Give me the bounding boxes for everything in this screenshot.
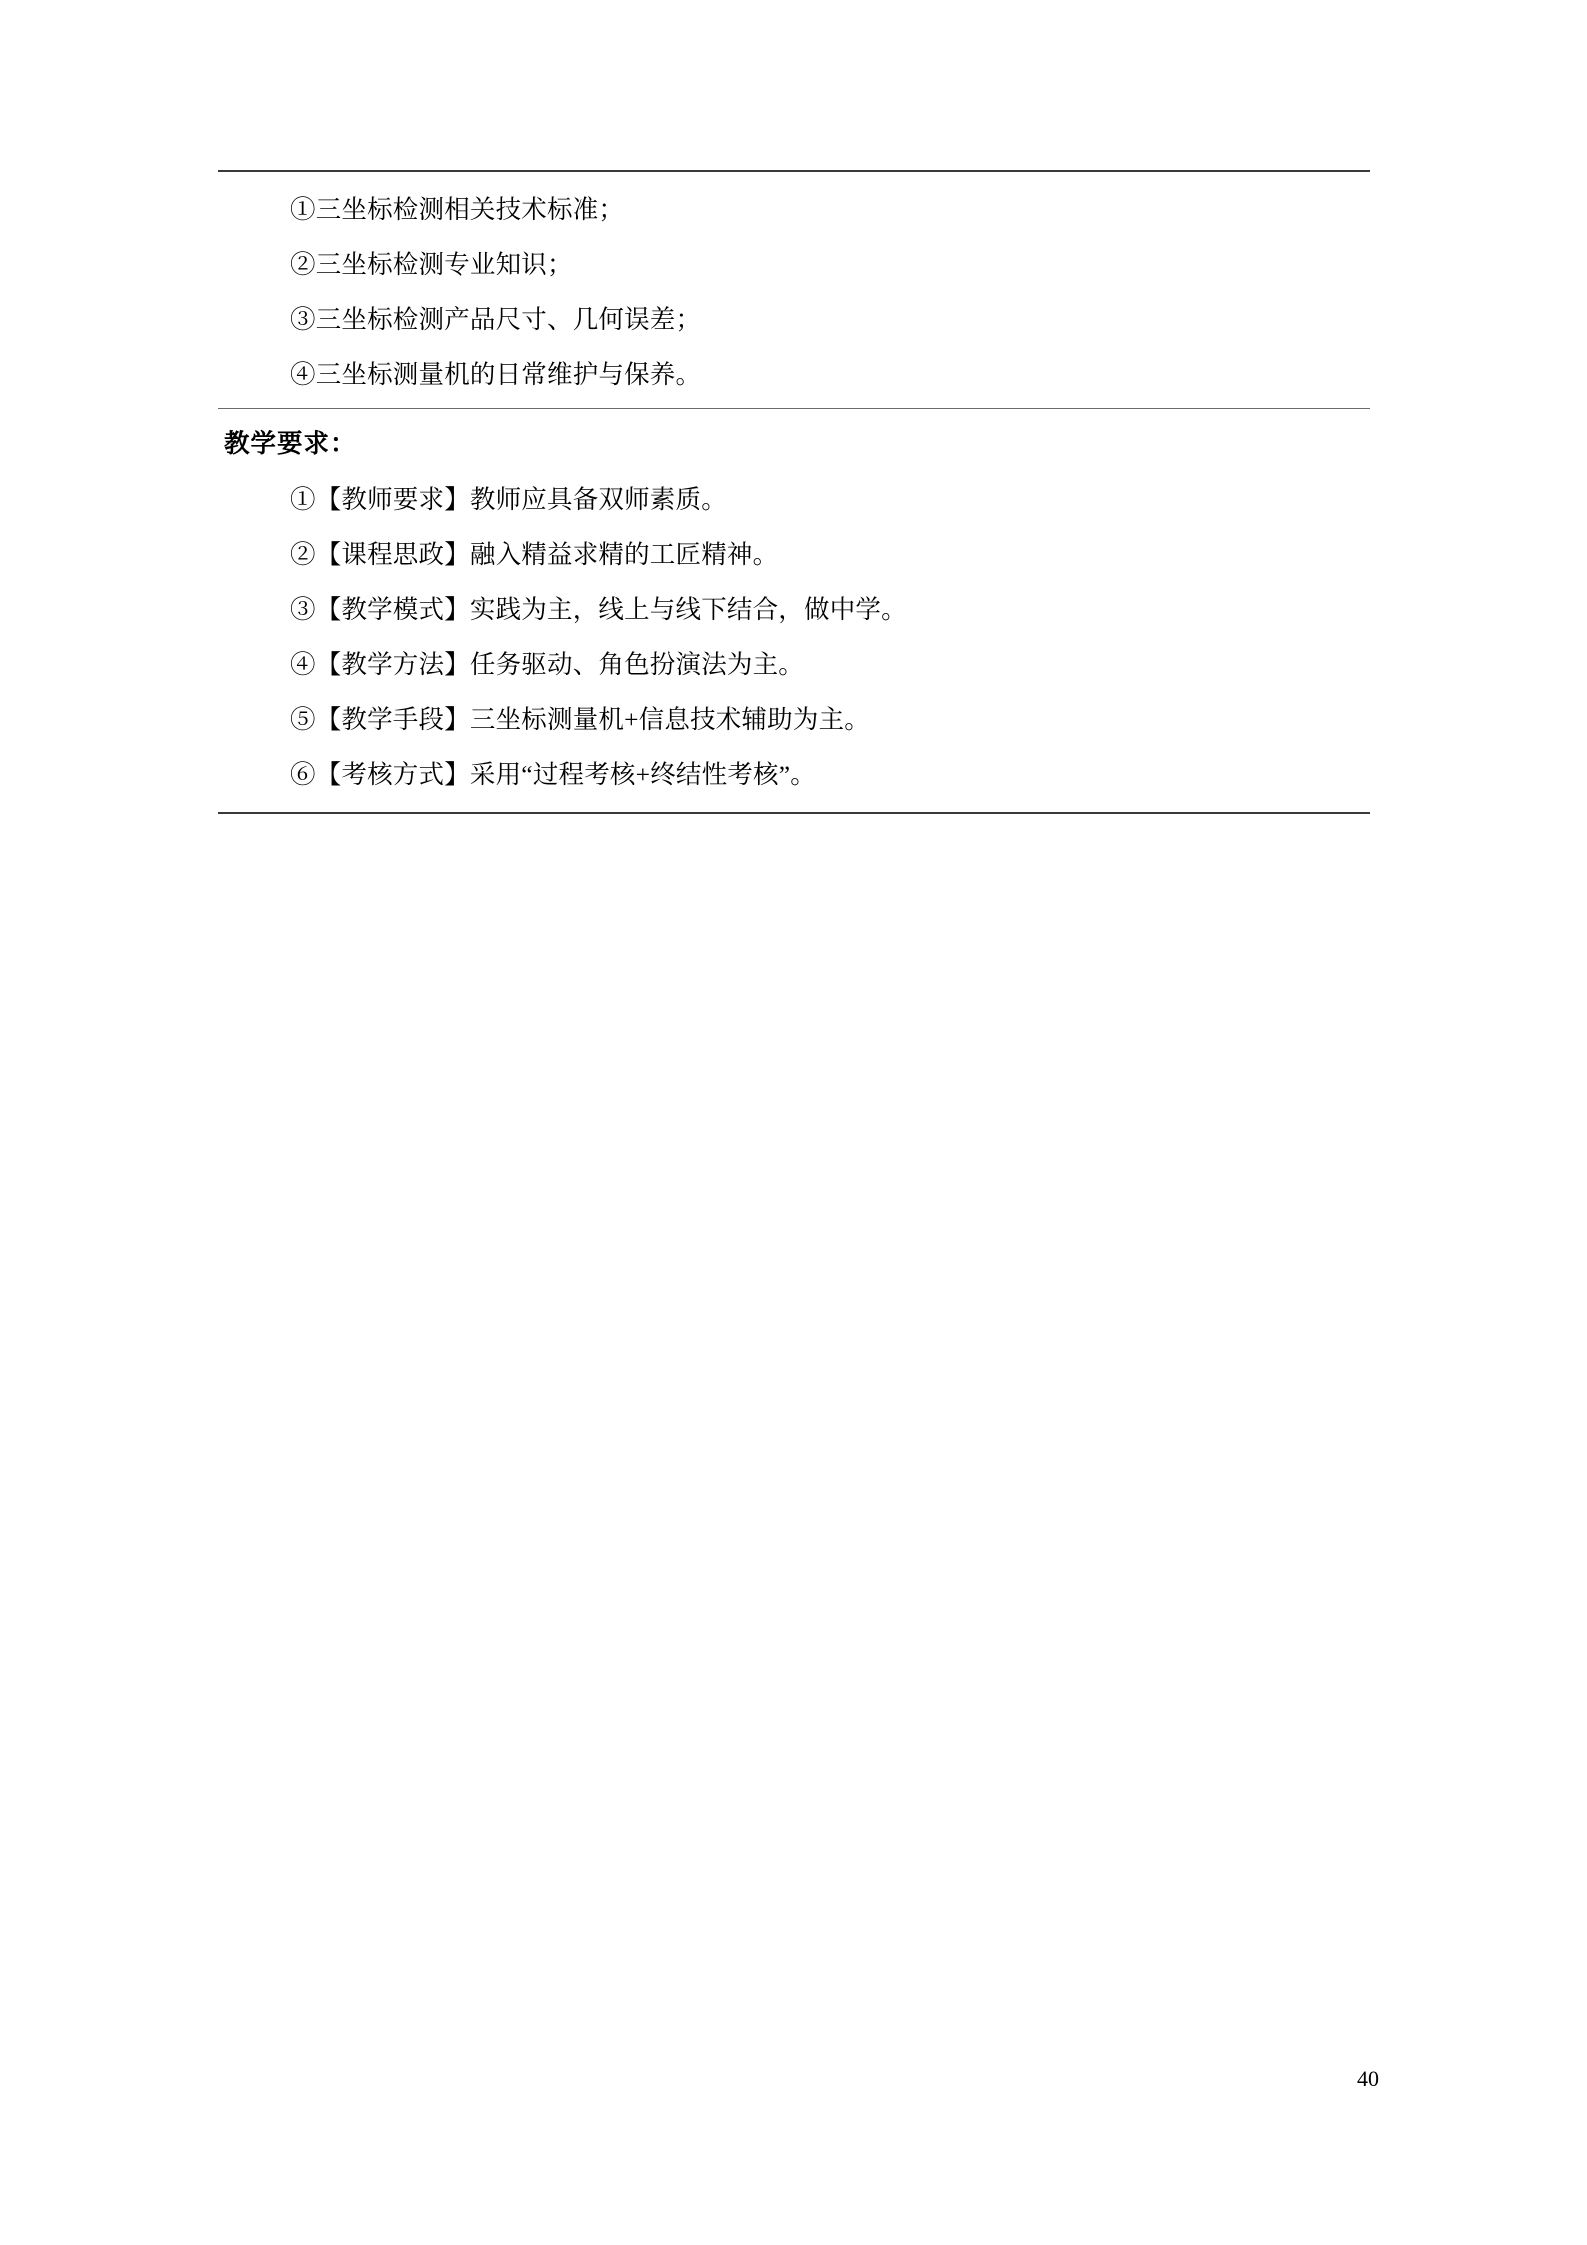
page-number: 40 xyxy=(1357,2066,1379,2091)
list-item: ⑤【教学手段】三坐标测量机+信息技术辅助为主。 xyxy=(290,705,870,734)
list-item: ④【教学方法】任务驱动、角色扮演法为主。 xyxy=(290,650,805,679)
list-item: ①【教师要求】教师应具备双师素质。 xyxy=(290,485,727,514)
list-item: ③【教学模式】实践为主，线上与线下结合，做中学。 xyxy=(290,595,907,624)
document-body xyxy=(218,170,1370,814)
list-item: ④三坐标测量机的日常维护与保养。 xyxy=(290,360,702,389)
teaching-requirements-block xyxy=(218,409,1370,812)
knowledge-list-block xyxy=(218,172,1370,408)
list-item: ②三坐标检测专业知识； xyxy=(290,250,573,279)
list-item: ③三坐标检测产品尺寸、几何误差； xyxy=(290,305,702,334)
bottom-divider xyxy=(218,812,1370,814)
list-item: ⑥【考核方式】采用“过程考核+终结性考核”。 xyxy=(290,760,816,789)
list-item: ②【课程思政】融入精益求精的工匠精神。 xyxy=(290,540,779,569)
list-item: ①三坐标检测相关技术标准； xyxy=(290,195,625,224)
section-title: 教学要求： xyxy=(224,429,357,459)
